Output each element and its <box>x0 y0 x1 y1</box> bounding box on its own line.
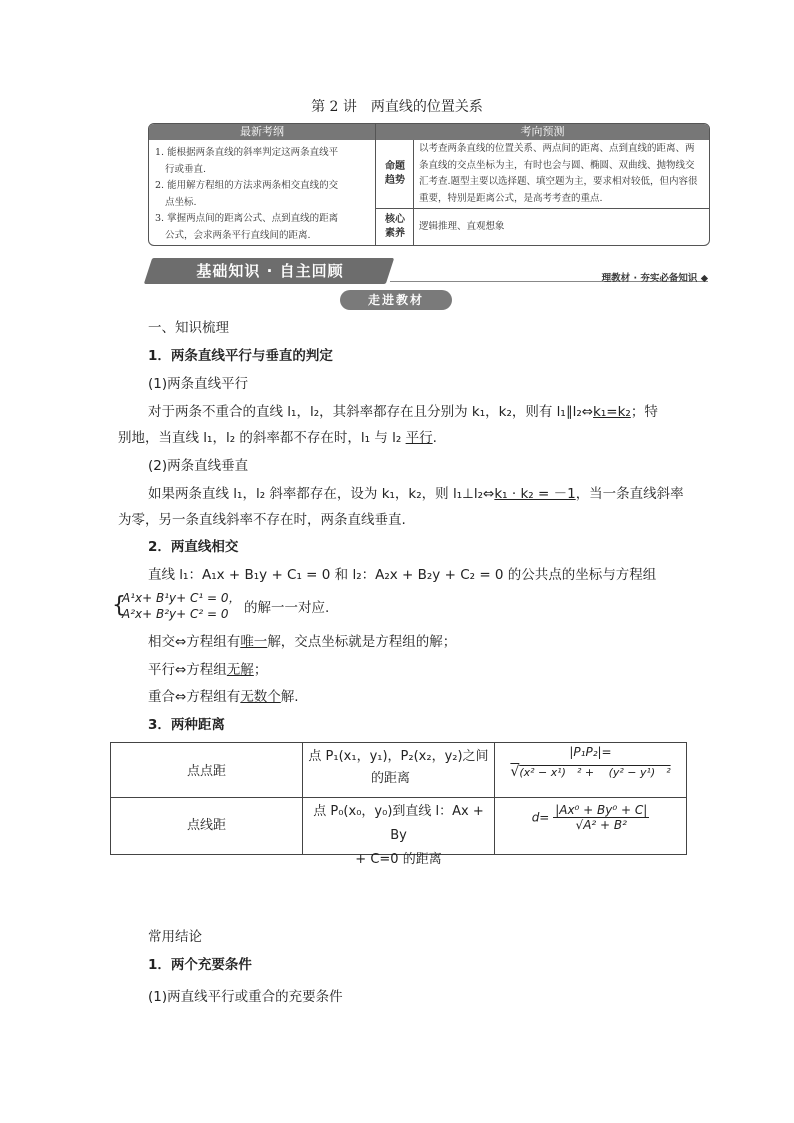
outline-line: 1. 能根据两条直线的斜率判定这两条直线平 <box>155 147 339 158</box>
banner-subtitle: 理教材 · 夯实必备知识 ◆ <box>601 273 708 284</box>
header-latest-outline: 最新考纲 <box>149 124 375 140</box>
divider <box>375 124 376 245</box>
divider <box>413 140 414 245</box>
heading-1: 1．两条直线平行与垂直的判定 <box>148 348 333 364</box>
heading-3: 3．两种距离 <box>148 717 225 733</box>
section-banner-title: 基础知识 · 自主回顾 <box>196 262 344 280</box>
row-desc-point-point: 点 P₁(x₁，y₁)，P₂(x₂，y₂)之间 的距离 <box>308 749 489 786</box>
outline-line: 点坐标. <box>165 196 197 208</box>
brace-icon: { <box>112 593 126 618</box>
heading-conditions: 1．两个充要条件 <box>148 957 252 973</box>
row-label-point-line: 点线距 <box>186 818 226 833</box>
heading-knowledge: 一、知识梳理 <box>148 320 229 336</box>
heading-conditions-1: (1)两直线平行或重合的充要条件 <box>148 989 343 1005</box>
sub-banner: 走进教材 <box>340 290 452 310</box>
paragraph: 直线 l₁：A₁x + B₁y + C₁ = 0 和 l₂：A₂x + B₂y + C₂ = 0 的公共点的坐标与方程组 <box>148 567 657 583</box>
trend-label: 命题 趋势 <box>385 161 405 186</box>
paragraph: 相交⇔方程组有唯一解，交点坐标就是方程组的解； <box>148 634 457 650</box>
formula-point-line: d= $\frac{\text{|Ax⁰ + By⁰ + C|}}{\text{√A² + B²}}$ <box>531 803 648 832</box>
paragraph: 如果两条直线 l₁，l₂ 斜率都存在，设为 k₁，k₂，则 l₁⊥l₂⇔k₁ · k₂ = －1，当一条直线斜率 <box>148 486 684 502</box>
outline-line: 2. 能用解方程组的方法求两条相交直线的交 <box>155 180 339 191</box>
heading-2: 2．两直线相交 <box>148 539 239 555</box>
paragraph: 重合⇔方程组有无数个解. <box>148 689 299 705</box>
exam-outline-table <box>148 123 710 246</box>
outline-line: 3. 掌握两点间的距离公式、点到直线的距离 <box>155 213 339 224</box>
sqrt-icon: √ <box>510 764 520 780</box>
outline-line: 行或垂直. <box>165 163 207 175</box>
outline-line: 公式，会求两条平行直线间的距离. <box>165 229 311 241</box>
heading-1-2: (2)两条直线垂直 <box>148 458 249 474</box>
heading-common-conclusions: 常用结论 <box>148 929 202 945</box>
paragraph: 别地，当直线 l₁，l₂ 的斜率都不存在时，l₁ 与 l₂ 平行. <box>118 430 437 446</box>
equation-system: { A¹x+ B¹y+ C¹ = 0， A²x+ B²y+ C² = 0 <box>112 591 241 621</box>
row-label-point-point: 点点距 <box>186 764 226 779</box>
outline-list <box>155 145 371 244</box>
distance-table <box>110 742 687 867</box>
paragraph: 对于两条不重合的直线 l₁，l₂，其斜率都存在且分别为 k₁，k₂，则有 l₁∥l₂⇔k₁=k₂；特 <box>148 404 658 420</box>
trend-text: 以考查两条直线的位置关系、两点间的距离、点到直线的距离、两 条直线的交点坐标为主，有时也会与圆、椭圆、双曲线、抛物线交 汇考查.题型主要以选择题、填空题为主，要求相对较低，但内容很 重要，特别是距离公式，是高考考查的重点. <box>419 143 698 204</box>
paragraph: 为零，另一条直线斜率不存在时，两条直线垂直. <box>118 512 406 528</box>
divider <box>376 208 709 209</box>
literacy-label: 核心 素养 <box>385 214 405 239</box>
formula-point-point: |P₁P₂|= √(x² − x¹) ² + (y² − y¹) ² <box>510 745 671 780</box>
sqrt-icon: √ <box>575 818 584 832</box>
heading-1-1: (1)两条直线平行 <box>148 376 249 392</box>
row-desc-point-line: 点 P₀(x₀，y₀)到直线 l：Ax + By + C=0 的距离 <box>313 804 484 867</box>
paragraph: 平行⇔方程组无解； <box>148 662 268 678</box>
literacy-text: 逻辑推理、直观想象 <box>419 221 505 232</box>
page-title: 第 2 讲 两直线的位置关系 <box>311 99 483 115</box>
paragraph: 的解一一对应. <box>244 600 330 616</box>
header-exam-forecast: 考向预测 <box>376 124 709 140</box>
